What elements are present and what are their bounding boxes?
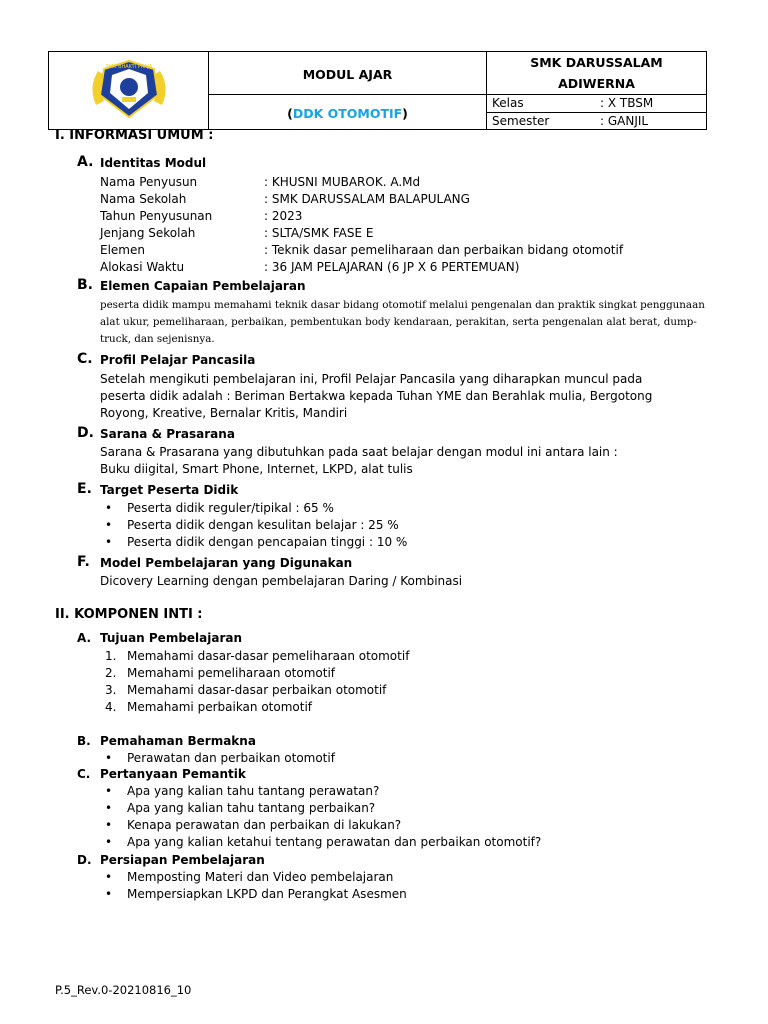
pemahaman-list (105, 750, 335, 767)
class-info-cell (487, 95, 707, 130)
kelas-value: : X TBSM (600, 96, 654, 110)
sarana-letter: D. (77, 425, 94, 441)
list-item (105, 886, 407, 903)
identitas-row (100, 242, 623, 259)
list-item (105, 800, 541, 817)
identitas-label: Alokasi Waktu (100, 260, 185, 274)
persiapan-title: Persiapan Pembelajaran (100, 853, 265, 867)
sarana-text (100, 444, 618, 478)
identitas-letter: A. (77, 154, 94, 170)
identitas-label: Elemen (100, 243, 145, 257)
profil-line: Setelah mengikuti pembelajaran ini, Profil Pelajar Pancasila yang diharapkan muncul pada (100, 372, 643, 386)
pertanyaan-letter: C. (77, 767, 91, 781)
tujuan-item: Memahami perbaikan otomotif (127, 700, 313, 714)
list-item (105, 517, 407, 534)
subject-name: DDK OTOMOTIF (292, 105, 403, 121)
sarana-line: Buku diigital, Smart Phone, Internet, LKPD, alat tulis (100, 462, 413, 476)
profil-letter: C. (77, 351, 93, 367)
tujuan-list (105, 648, 409, 716)
target-list (105, 500, 407, 551)
list-item (105, 682, 409, 699)
tujuan-item: Memahami dasar-dasar pemeliharaan otomotif (127, 649, 410, 663)
subject-close: ) (402, 105, 408, 121)
semester-label: Semester (492, 114, 550, 128)
section-2-title: II. KOMPONEN INTI : (55, 607, 203, 622)
identitas-label: Jenjang Sekolah (100, 226, 196, 240)
svg-text:SMK BHAKTI PRAJA: SMK BHAKTI PRAJA (105, 63, 152, 70)
list-item (105, 783, 541, 800)
model-title: Model Pembelajaran yang Digunakan (100, 556, 353, 570)
sarana-line: Sarana & Prasarana yang dibutuhkan pada saat belajar dengan modul ini antara lain : (100, 445, 618, 459)
identitas-row (100, 174, 623, 191)
identitas-row (100, 208, 623, 225)
pertanyaan-item: Kenapa perawatan dan perbaikan di lakukan? (127, 818, 402, 832)
persiapan-item: Mempersiapkan LKPD dan Perangkat Asesmen (127, 887, 407, 901)
tujuan-item: Memahami dasar-dasar perbaikan otomotif (127, 683, 387, 697)
list-item (105, 699, 409, 716)
bullet-icon: • (105, 818, 113, 832)
persiapan-letter: D. (77, 853, 92, 867)
profil-line: peserta didik adalah : Beriman Bertakwa kepada Tuhan YME dan Berahlak mulia, Bergotong (100, 389, 653, 403)
tujuan-title: Tujuan Pembelajaran (100, 631, 243, 645)
identitas-value: : 36 JAM PELAJARAN (6 JP X 6 PERTEMUAN) (264, 260, 520, 274)
list-number: 4. (105, 700, 117, 714)
target-letter: E. (77, 481, 92, 497)
pemahaman-letter: B. (77, 734, 91, 748)
header-table (48, 51, 707, 130)
list-item (105, 500, 407, 517)
identitas-value: : Teknik dasar pemeliharaan dan perbaikan bidang otomotif (264, 243, 624, 257)
module-title: MODUL AJAR (302, 66, 393, 82)
bullet-icon: • (105, 518, 113, 532)
capaian-line: alat ukur, pemeliharaan, perbaikan, pembentukan body kendaraan, perakitan, serta pengenalan alat berat, dump- (100, 316, 697, 328)
profil-line: Royong, Kreative, Bernalar Kritis, Mandiri (100, 406, 348, 420)
list-item (105, 534, 407, 551)
identitas-label: Nama Penyusun (100, 175, 198, 189)
logo-cell (49, 52, 209, 130)
pertanyaan-list (105, 783, 541, 851)
list-item (105, 750, 335, 767)
identitas-row (100, 191, 623, 208)
kelas-label: Kelas (492, 96, 524, 110)
pertanyaan-title: Pertanyaan Pemantik (100, 767, 246, 781)
identitas-value: : SLTA/SMK FASE E (264, 226, 374, 240)
module-title-cell (209, 52, 487, 95)
identitas-list (100, 174, 623, 276)
pemahaman-item: Perawatan dan perbaikan otomotif (127, 751, 335, 765)
persiapan-item: Memposting Materi dan Video pembelajaran (127, 870, 394, 884)
identitas-row (100, 225, 623, 242)
pertanyaan-item: Apa yang kalian ketahui tentang perawatan dan perbaikan otomotif? (127, 835, 542, 849)
subject-cell (209, 95, 487, 130)
subject-open: ( (287, 105, 293, 121)
school-name-cell (487, 52, 707, 95)
bullet-icon: • (105, 870, 113, 884)
list-item (105, 648, 409, 665)
target-item: Peserta didik dengan pencapaian tinggi : 10 % (127, 535, 408, 549)
identitas-value: : KHUSNI MUBAROK. A.Md (264, 175, 421, 189)
school-name-line2: ADIWERNA (558, 76, 635, 91)
list-number: 2. (105, 666, 117, 680)
identitas-value: : 2023 (264, 209, 303, 223)
school-logo-icon (84, 57, 174, 121)
list-number: 3. (105, 683, 117, 697)
bullet-icon: • (105, 887, 113, 901)
footer-code: P.5_Rev.0-20210816_10 (55, 983, 192, 997)
capaian-letter: B. (77, 277, 93, 293)
list-item (105, 834, 541, 851)
capaian-line: peserta didik mampu memahami teknik dasar bidang otomotif melalui pengenalan dan praktik singkat penggunaan (100, 299, 705, 311)
bullet-icon: • (105, 501, 113, 515)
list-item (105, 665, 409, 682)
sarana-title: Sarana & Prasarana (100, 427, 235, 441)
identitas-title: Identitas Modul (100, 156, 207, 170)
list-item (105, 817, 541, 834)
list-item (105, 869, 407, 886)
capaian-line: truck, dan sejenisnya. (100, 333, 215, 345)
identitas-label: Nama Sekolah (100, 192, 187, 206)
profil-title: Profil Pelajar Pancasila (100, 353, 256, 367)
capaian-text (100, 297, 705, 348)
bullet-icon: • (105, 751, 113, 765)
identitas-label: Tahun Penyusunan (100, 209, 213, 223)
bullet-icon: • (105, 835, 113, 849)
bullet-icon: • (105, 535, 113, 549)
model-text: Dicovery Learning dengan pembelajaran Daring / Kombinasi (100, 574, 463, 588)
pemahaman-title: Pemahaman Bermakna (100, 734, 256, 748)
capaian-title: Elemen Capaian Pembelajaran (100, 279, 306, 293)
profil-text (100, 371, 652, 422)
school-name-line1: SMK DARUSSALAM (530, 55, 663, 70)
target-title: Target Peserta Didik (100, 483, 239, 497)
identitas-value: : SMK DARUSSALAM BALAPULANG (264, 192, 470, 206)
pertanyaan-item: Apa yang kalian tahu tantang perawatan? (127, 784, 380, 798)
target-item: Peserta didik reguler/tipikal : 65 % (127, 501, 334, 515)
semester-value: : GANJIL (600, 114, 649, 128)
tujuan-item: Memahami pemeliharaan otomotif (127, 666, 336, 680)
model-letter: F. (77, 554, 90, 570)
target-item: Peserta didik dengan kesulitan belajar : 25 % (127, 518, 399, 532)
bullet-icon: • (105, 801, 113, 815)
persiapan-list (105, 869, 407, 903)
list-number: 1. (105, 649, 117, 663)
pertanyaan-item: Apa yang kalian tahu tantang perbaikan? (127, 801, 376, 815)
section-1-title: I. INFORMASI UMUM : (55, 128, 214, 143)
identitas-row (100, 259, 623, 276)
tujuan-letter: A. (77, 631, 92, 645)
bullet-icon: • (105, 784, 113, 798)
